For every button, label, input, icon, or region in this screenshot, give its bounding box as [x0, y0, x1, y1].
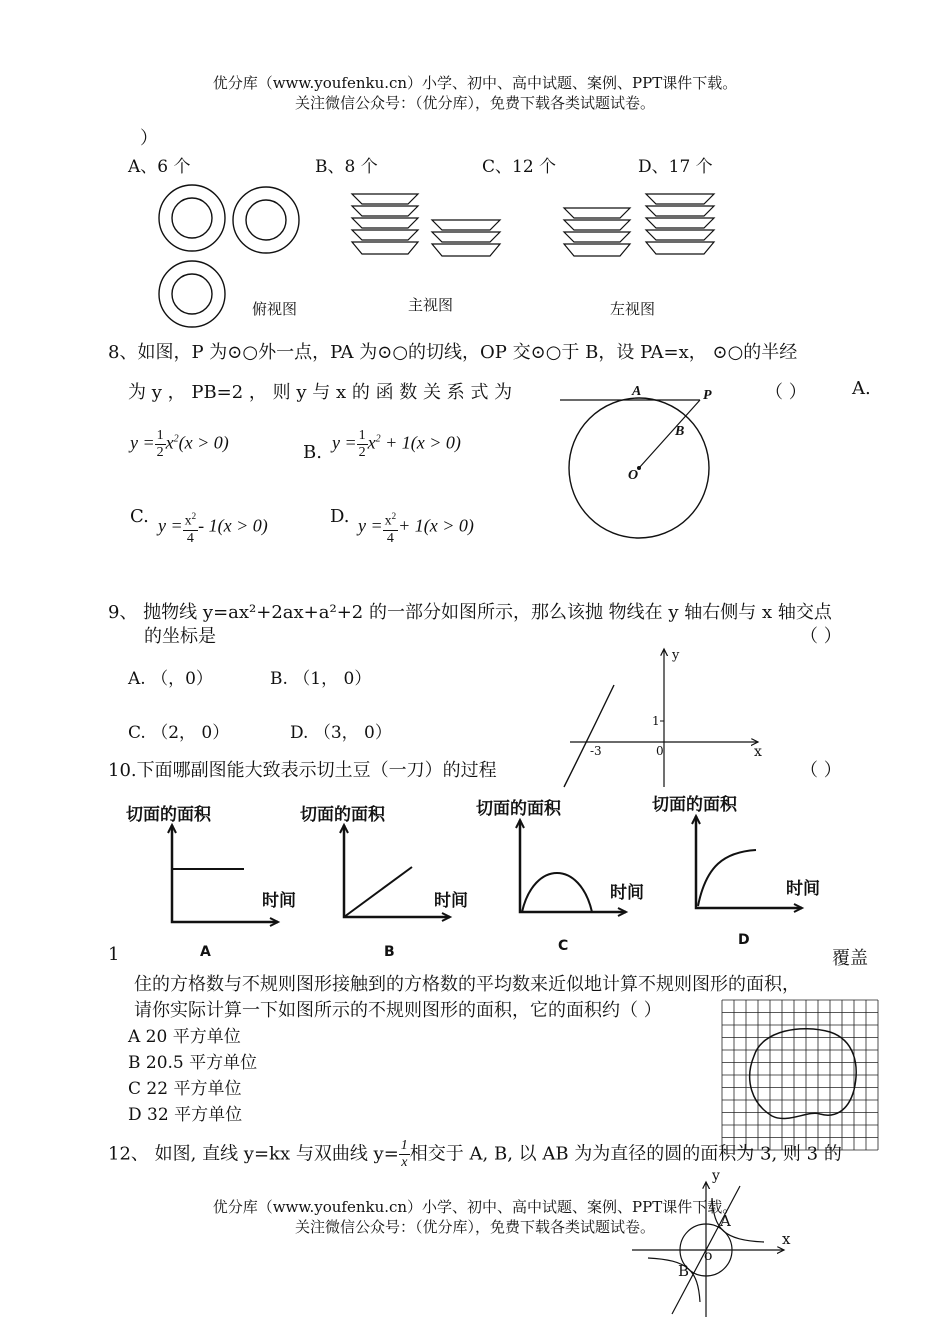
- q10-answer-paren: （ ）: [800, 760, 842, 781]
- q7-tail: ）: [140, 128, 158, 149]
- q8-option-a-formula: y = $\frac{1}{2}$ $x^2(x > 0)$: [130, 428, 229, 460]
- q8-option-d-formula: y = $\frac{x^2}{4}$ + 1(x > 0): [358, 508, 474, 547]
- q8-stem-line-1: 8、如图，P 为⊙○外一点，PA 为⊙○的切线，OP 交⊙○于 B，设 PA=x， ⊙○的半经: [108, 342, 798, 363]
- footer-line-1: 优分库（www.youfenku.cn）小学、初中、高中试题、案例、PPT课件下载。: [212, 1198, 738, 1216]
- q11-option-b: B 20.5 平方单位: [128, 1053, 258, 1073]
- q7-option-c: C、12 个: [482, 157, 557, 177]
- q8-label-p: P: [703, 388, 712, 403]
- q8-answer-paren: （ ）: [765, 382, 807, 403]
- q9-answer-paren: （ ）: [800, 626, 842, 647]
- q7-option-d: D、17 个: [638, 157, 713, 177]
- q10-graph-d: [684, 816, 814, 916]
- q9-option-d: D. （3， 0）: [290, 723, 392, 743]
- q8-option-c-letter: C.: [130, 506, 149, 527]
- q10-graph-a-xlabel: 时间: [262, 891, 296, 911]
- q10-stem: 10.下面哪副图能大致表示切土豆（一刀）的过程: [108, 760, 497, 781]
- q7-option-a: A、6 个: [128, 157, 191, 177]
- q8-option-d-letter: D.: [330, 506, 350, 527]
- q10-graph-d-letter: D: [738, 932, 750, 948]
- q9-label-0: 0: [656, 744, 664, 758]
- q11-stem-line-2: 住的方格数与不规则图形接触到的方格数的平均数来近似地计算不规则图形的面积，: [134, 974, 800, 995]
- q10-graph-c-xlabel: 时间: [610, 883, 644, 903]
- q11-stem-start: 1: [108, 944, 120, 965]
- q8-circle-figure: [560, 388, 730, 548]
- q11-stem-cover: 覆盖: [832, 948, 868, 969]
- q7-top-view-figure: [150, 180, 310, 350]
- q12-label-x: x: [782, 1230, 791, 1248]
- q10-graph-b-ylabel: 切面的面积: [300, 805, 385, 825]
- q10-graph-c: [508, 820, 638, 920]
- q11-grid-figure: [722, 1000, 878, 1150]
- q12-label-b: B: [678, 1262, 690, 1280]
- q8-label-o: O: [628, 468, 639, 483]
- q7-left-view-figure: [562, 192, 722, 272]
- q7-label-left-view: 左视图: [610, 300, 656, 318]
- q12-label-a: A: [720, 1212, 731, 1230]
- q12-stem: 12、 如图, 直线 y=kx 与双曲线 y= $\frac{1}{x}$ 相交于 A, B, 以 AB 为为直径的圆的面积为 3, 则 3 的: [108, 1138, 842, 1170]
- q8-option-b-formula: y = $\frac{1}{2}$ $x^2 + 1(x > 0)$: [332, 428, 461, 460]
- header-line-1: 优分库（www.youfenku.cn）小学、初中、高中试题、案例、PPT课件下载。: [212, 74, 738, 92]
- q10-graph-b-letter: B: [384, 944, 395, 960]
- q8-label-b: B: [675, 424, 685, 439]
- q10-graph-d-ylabel: 切面的面积: [652, 795, 737, 815]
- q10-graph-a: [160, 825, 290, 930]
- q11-option-a: A 20 平方单位: [128, 1027, 241, 1047]
- q10-graph-c-letter: C: [558, 938, 569, 954]
- q9-label-x: x: [754, 744, 762, 760]
- q9-stem-line-1: 9、 抛物线 y=ax²+2ax+a²+2 的一部分如图所示，那么该抛 物线在 y 轴右侧与 x 轴交点: [108, 602, 832, 623]
- q9-parabola-figure: [570, 645, 770, 790]
- q10-graph-a-ylabel: 切面的面积: [126, 805, 211, 825]
- q9-label-y: y: [672, 648, 680, 663]
- q7-option-b: B、8 个: [315, 157, 378, 177]
- q10-graph-d-xlabel: 时间: [786, 879, 820, 899]
- q12-label-y: y: [712, 1168, 720, 1184]
- q8-option-b-letter: B.: [303, 442, 322, 463]
- q11-stem-line-3: 请你实际计算一下如图所示的不规则图形的面积，它的面积约（ ）: [134, 1000, 662, 1021]
- q7-label-top-view: 俯视图: [252, 300, 298, 318]
- q10-graph-c-ylabel: 切面的面积: [476, 799, 561, 819]
- q8-option-c-formula: y = $\frac{x^2}{4}$ - 1(x > 0): [158, 508, 268, 547]
- q11-option-d: D 32 平方单位: [128, 1105, 243, 1125]
- q8-stem-line-2: 为 y ， PB=2 ， 则 y 与 x 的 函 数 关 系 式 为: [128, 382, 513, 403]
- footer-line-2: 关注微信公众号：（优分库），免费下载各类试题试卷。: [294, 1218, 655, 1236]
- q8-option-a-letter: A.: [852, 378, 871, 399]
- q10-graph-b-xlabel: 时间: [434, 891, 468, 911]
- q7-front-view-figure: [350, 192, 510, 272]
- q9-label-neg3: -3: [590, 744, 602, 758]
- q9-option-a: A. （，0）: [128, 669, 213, 689]
- q9-label-1: 1: [652, 714, 660, 728]
- q9-stem-line-2: 的坐标是: [144, 626, 216, 647]
- header-line-2: 关注微信公众号：（优分库），免费下载各类试题试卷。: [294, 94, 655, 112]
- q9-option-c: C. （2， 0）: [128, 723, 230, 743]
- q8-label-a: A: [632, 384, 642, 399]
- q12-label-o: o: [704, 1248, 713, 1264]
- q9-option-b: B. （1， 0）: [270, 669, 372, 689]
- q7-label-front-view: 主视图: [408, 296, 454, 314]
- q11-option-c: C 22 平方单位: [128, 1079, 242, 1099]
- q10-graph-a-letter: A: [200, 944, 211, 960]
